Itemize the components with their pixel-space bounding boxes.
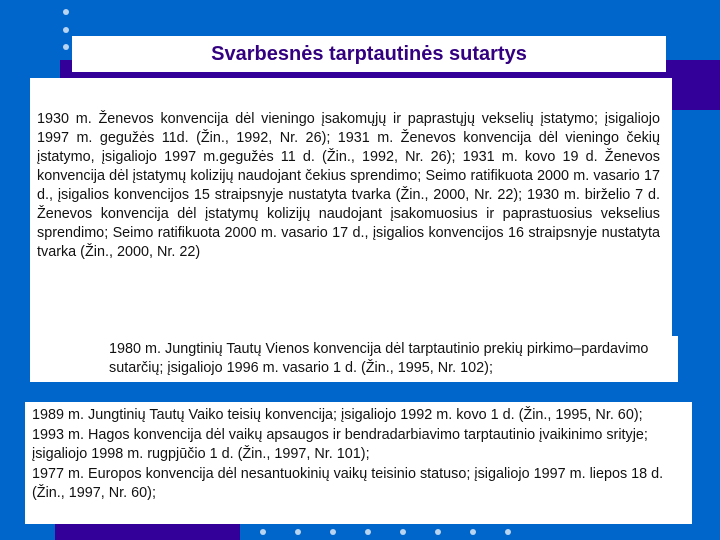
treaty-item: 1977 m. Europos konvencija dėl nesantuokinių vaikų teisinio statuso; įsigaliojo 1997 m. liepos 18 d. (Žin., 1997, Nr. 60);: [32, 465, 664, 501]
decor-dot: [470, 529, 476, 535]
treaty-item: 1989 m. Jungtinių Tautų Vaiko teisių konvencija; įsigaliojo 1992 m. kovo 1 d. (Žin., 1995, Nr. 60);: [32, 407, 643, 423]
decor-dot: [435, 529, 441, 535]
treaty-block-2: [30, 336, 678, 382]
treaty-text: 1980 m. Jungtinių Tautų Vienos konvencija dėl tarptautinio prekių pirkimo–pardavimo sutarčių; įsigaliojo 1996 m. vasario 1 d. (Žin., 1995, Nr. 102);: [109, 341, 649, 376]
decor-dot: [365, 529, 371, 535]
decor-dot: [63, 27, 69, 33]
decor-dot: [400, 529, 406, 535]
treaty-block-1: [30, 78, 672, 336]
decor-dot: [330, 529, 336, 535]
purple-band-bottom: [55, 524, 240, 540]
decor-dot: [295, 529, 301, 535]
decor-dot: [505, 529, 511, 535]
treaty-text: [32, 406, 687, 504]
treaty-item: 1993 m. Hagos konvencija dėl vaikų apsaugos ir bendradarbiavimo tarptautinio įvaikinimo srityje; įsigaliojo 1998 m. rugpjūčio 1 d. (Žin., 1997, Nr. 101);: [32, 426, 648, 462]
decor-dot: [260, 529, 266, 535]
decor-dot: [63, 44, 69, 50]
page-title: Svarbesnės tarptautinės sutartys: [72, 36, 666, 72]
decor-dot: [63, 9, 69, 15]
treaty-text: 1930 m. Ženevos konvencija dėl vieningo įsakomųjų ir paprastųjų vekselių įstatymo; įsigaliojo 1997 m. gegužės 11d. (Žin., 1992, Nr. 26); 1931 m. Ženevos konvencija dėl vieningo čekių įstatymo, įsigaliojo 1997 m.gegužės 11 d. (Žin., 1992, Nr. 26); 1931 m. kovo 19 d. Ženevos konvencija dėl įstatymų kolizijų naudojant čekius sprendimo; Seimo ratifikuota 2000 m. vasario 17 d., įsigalios konvencijos 15 straipsnyje nustatyta tvarka (Žin., 2000, Nr. 22); 1930 m. birželio 7 d. Ženevos konvencija dėl įstatymų kolizijų naudojant įsakomuosius ir paprastuosius vekselius sprendimo; Seimo ratifikuota 2000 m. vasario 17 d., įsigalios konvencijos 16 straipsnyje nustatyta tvarka (Žin., 2000, Nr. 22): [37, 111, 660, 260]
treaty-block-3: [25, 402, 692, 524]
